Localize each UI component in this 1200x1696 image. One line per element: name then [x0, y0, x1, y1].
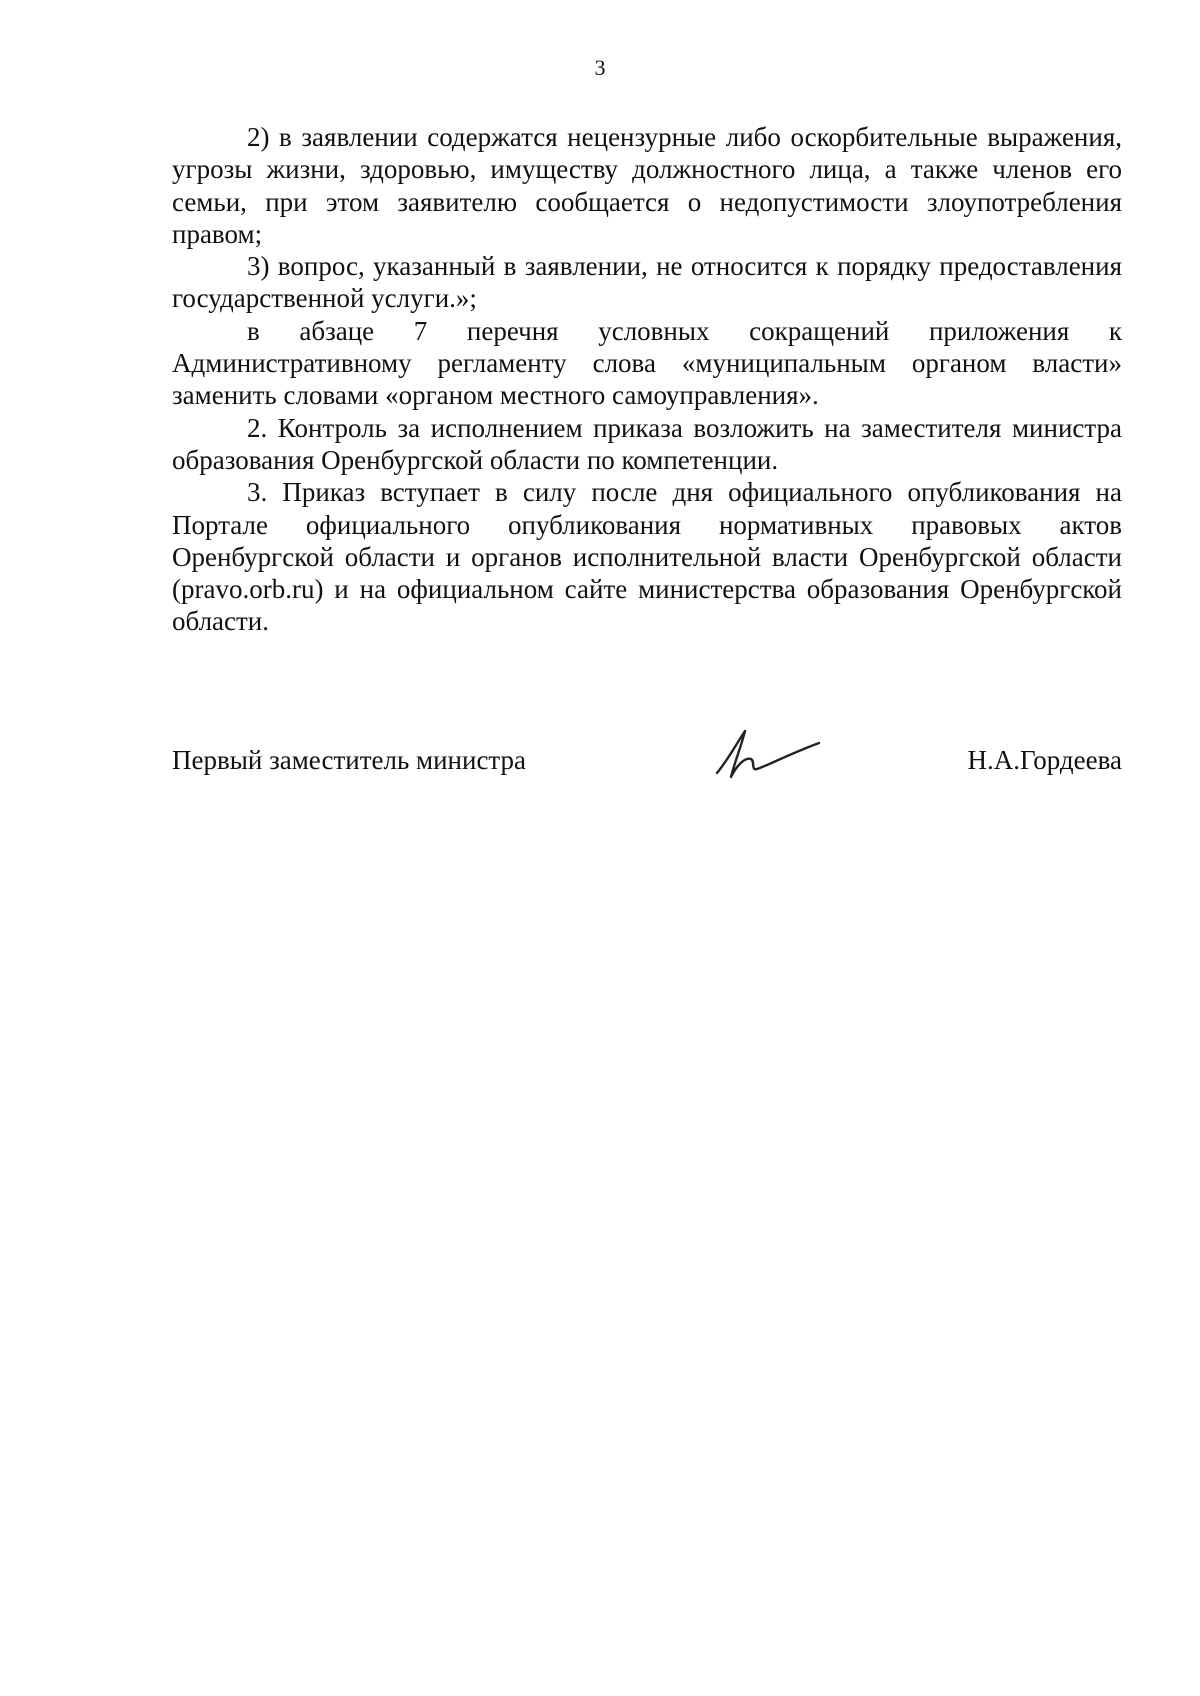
handwritten-signature	[707, 721, 827, 781]
paragraph-entry-into-force: 3. Приказ вступает в силу после дня официального опубликования на Портале официального опубликования нормативных правовых актов Оренбургской области и органов исполнительной власти Оренбургской области (pravo.orb.ru) и на официальном сайте министерства образования Оренбургской области.	[172, 477, 1122, 637]
signatory-name: Н.А.Гордеева	[967, 745, 1122, 775]
paragraph-item-2: 2) в заявлении содержатся нецензурные либо оскорбительные выражения, угрозы жизни, здоровью, имуществу должностного лица, а также членов его семьи, при этом заявителю сообщается о недопустимости злоупотребления правом;	[172, 122, 1122, 249]
paragraph-amendment-abbreviations: в абзаце 7 перечня условных сокращений приложения к Административному регламенту слова «муниципальным органом власти» заменить словами «органом местного самоуправления».	[172, 315, 1122, 411]
page-number: 3	[594, 55, 606, 80]
signature-block	[172, 745, 1122, 785]
signatory-title: Первый заместитель министра	[172, 745, 527, 775]
paragraph-control: 2. Контроль за исполнением приказа возложить на заместителя министра образования Оренбургской области по компетенции.	[172, 412, 1122, 475]
document-body	[172, 121, 1122, 638]
paragraph-item-3: 3) вопрос, указанный в заявлении, не относится к порядку предоставления государственной услуги.»;	[172, 251, 1122, 314]
